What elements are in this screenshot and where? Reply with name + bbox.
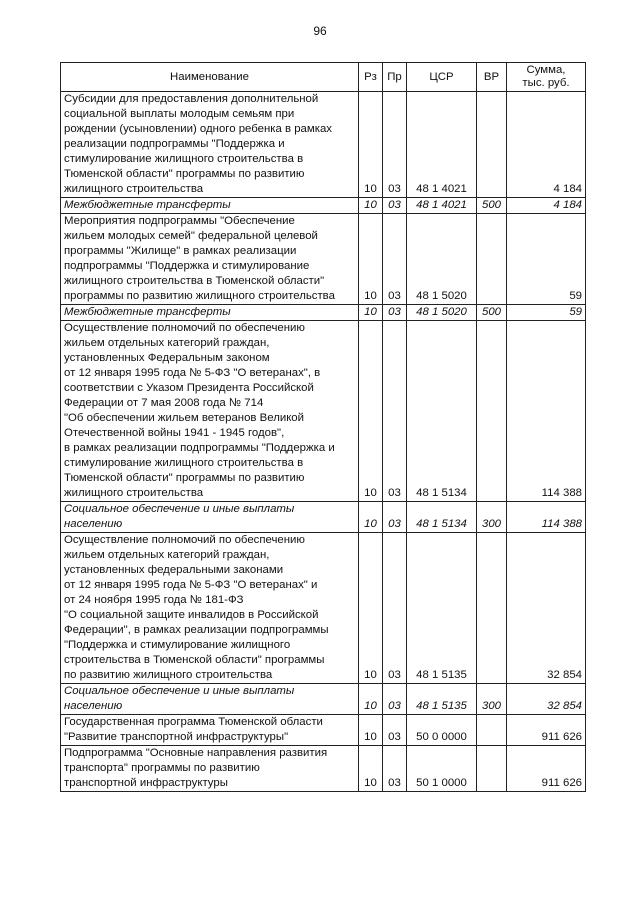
row-rz: 10 — [359, 321, 383, 502]
row-name: Государственная программа Тюменской области "Развитие транспортной инфраструктуры" — [61, 715, 359, 746]
header-name: Наименование — [61, 63, 359, 92]
table-row — [61, 715, 586, 746]
row-vr: 500 — [477, 198, 507, 214]
page-number: 96 — [313, 24, 327, 38]
row-pr: 03 — [383, 214, 407, 305]
row-sum: 32 854 — [507, 684, 586, 715]
table-row — [61, 502, 586, 533]
row-pr: 03 — [383, 715, 407, 746]
row-csr: 48 1 5135 — [407, 533, 477, 684]
row-vr — [477, 715, 507, 746]
table-row — [61, 746, 586, 792]
row-rz: 10 — [359, 198, 383, 214]
row-sum: 59 — [507, 214, 586, 305]
row-rz: 10 — [359, 715, 383, 746]
row-pr: 03 — [383, 502, 407, 533]
row-rz: 10 — [359, 533, 383, 684]
header-vr: ВР — [477, 63, 507, 92]
row-csr: 48 1 5020 — [407, 214, 477, 305]
row-pr: 03 — [383, 684, 407, 715]
row-name: Мероприятия подпрограммы "Обеспечение жильем молодых семей" федеральной целевой программы "Жилище" в рамках реализации подпрограммы "Поддержка и стимулирование жилищного строительства в Тюменской области" программы по развитию жилищного строительства — [61, 214, 359, 305]
row-vr: 500 — [477, 305, 507, 321]
table-row — [61, 305, 586, 321]
row-vr — [477, 533, 507, 684]
row-sum: 114 388 — [507, 502, 586, 533]
row-rz: 10 — [359, 92, 383, 198]
row-name: Осуществление полномочий по обеспечению жильем отдельных категорий граждан, установленных Федеральным законом от 12 января 1995 года № 5-ФЗ "О ветеранах", в соответствии с Указом Президента Российской Федерации от 7 мая 2008 года № 714 "Об обеспечении жильем ветеранов Великой Отечественной войны 1941 - 1945 годов", в рамках реализации подпрограммы "Поддержка и стимулирование жилищного строительства в Тюменской области" программы по развитию жилищного строительства — [61, 321, 359, 502]
header-pr: Пр — [383, 63, 407, 92]
row-sum: 4 184 — [507, 198, 586, 214]
row-vr — [477, 214, 507, 305]
row-pr: 03 — [383, 746, 407, 792]
row-sum: 4 184 — [507, 92, 586, 198]
row-vr — [477, 746, 507, 792]
budget-table — [60, 62, 586, 792]
row-name: Межбюджетные трансферты — [61, 305, 359, 321]
row-rz: 10 — [359, 746, 383, 792]
row-rz: 10 — [359, 684, 383, 715]
header-sum: Сумма, тыс. руб. — [507, 63, 586, 92]
row-csr: 48 1 5135 — [407, 684, 477, 715]
row-vr: 300 — [477, 684, 507, 715]
row-vr — [477, 92, 507, 198]
row-sum: 59 — [507, 305, 586, 321]
table-row — [61, 321, 586, 502]
row-sum: 911 626 — [507, 746, 586, 792]
row-sum: 911 626 — [507, 715, 586, 746]
table-row — [61, 684, 586, 715]
row-pr: 03 — [383, 198, 407, 214]
row-pr: 03 — [383, 533, 407, 684]
table-row — [61, 92, 586, 198]
row-rz: 10 — [359, 502, 383, 533]
row-name: Подпрограмма "Основные направления развития транспорта" программы по развитию транспортной инфраструктуры — [61, 746, 359, 792]
row-rz: 10 — [359, 305, 383, 321]
row-name: Межбюджетные трансферты — [61, 198, 359, 214]
row-csr: 48 1 4021 — [407, 92, 477, 198]
row-vr — [477, 321, 507, 502]
table-row — [61, 198, 586, 214]
row-pr: 03 — [383, 92, 407, 198]
header-csr: ЦСР — [407, 63, 477, 92]
row-name: Социальное обеспечение и иные выплаты населению — [61, 684, 359, 715]
table-row — [61, 214, 586, 305]
row-name: Осуществление полномочий по обеспечению жильем отдельных категорий граждан, установленных федеральными законами от 12 января 1995 года № 5-ФЗ "О ветеранах" и от 24 ноября 1995 года № 181-ФЗ "О социальной защите инвалидов в Российской Федерации", в рамках реализации подпрограммы "Поддержка и стимулирование жилищного строительства в Тюменской области" программы по развитию жилищного строительства — [61, 533, 359, 684]
header-rz: Рз — [359, 63, 383, 92]
row-csr: 48 1 5134 — [407, 502, 477, 533]
row-pr: 03 — [383, 321, 407, 502]
row-name: Субсидии для предоставления дополнительной социальной выплаты молодым семьям при рождении (усыновлении) одного ребенка в рамках реализации подпрограммы "Поддержка и стимулирование жилищного строительства в Тюменской области" программы по развитию жилищного строительства — [61, 92, 359, 198]
row-vr: 300 — [477, 502, 507, 533]
row-pr: 03 — [383, 305, 407, 321]
table-row — [61, 533, 586, 684]
row-csr: 48 1 4021 — [407, 198, 477, 214]
row-csr: 50 1 0000 — [407, 746, 477, 792]
row-csr: 48 1 5134 — [407, 321, 477, 502]
row-csr: 48 1 5020 — [407, 305, 477, 321]
row-csr: 50 0 0000 — [407, 715, 477, 746]
table-header-row — [61, 63, 586, 92]
row-sum: 32 854 — [507, 533, 586, 684]
row-name: Социальное обеспечение и иные выплаты населению — [61, 502, 359, 533]
row-rz: 10 — [359, 214, 383, 305]
row-sum: 114 388 — [507, 321, 586, 502]
